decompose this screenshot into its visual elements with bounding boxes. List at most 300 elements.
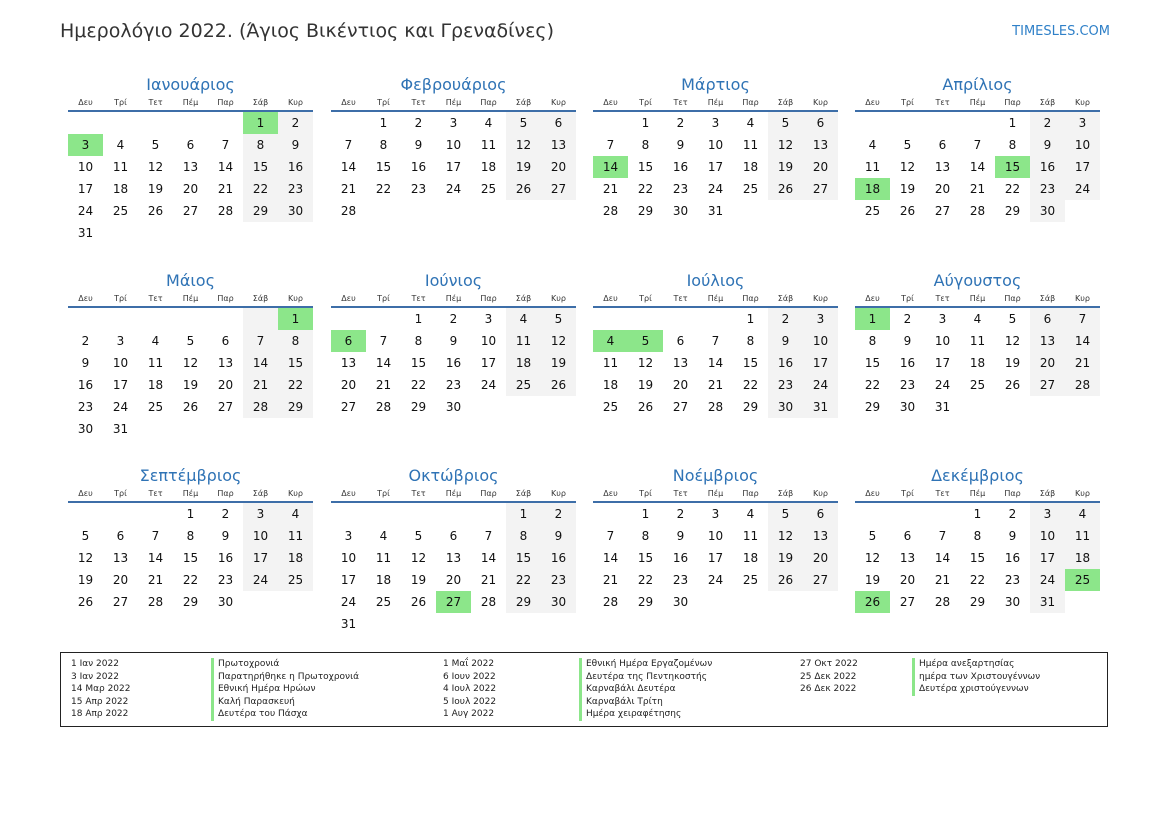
day-cell[interactable]: 16	[541, 547, 576, 569]
day-cell[interactable]: 11	[742, 138, 759, 152]
day-cell[interactable]: 28	[602, 204, 619, 218]
day-cell[interactable]: 2	[676, 507, 685, 521]
day-cell[interactable]: 15	[375, 160, 392, 174]
day-cell[interactable]: 24	[934, 378, 951, 392]
day-cell[interactable]: 9	[278, 134, 313, 156]
day-cell[interactable]: 7	[344, 138, 353, 152]
day-cell[interactable]: 27	[340, 400, 357, 414]
day-cell[interactable]: 27	[541, 178, 576, 200]
holiday-day-cell[interactable]: 14	[593, 156, 628, 178]
day-cell[interactable]: 29	[864, 400, 881, 414]
day-cell[interactable]: 19	[768, 156, 803, 178]
day-cell[interactable]: 28	[1065, 374, 1100, 396]
day-cell[interactable]: 27	[803, 569, 838, 591]
day-cell[interactable]: 25	[864, 204, 881, 218]
day-cell[interactable]: 2	[414, 116, 423, 130]
day-cell[interactable]: 30	[77, 422, 94, 436]
day-cell[interactable]: 2	[449, 312, 458, 326]
day-cell[interactable]: 31	[340, 617, 357, 631]
day-cell[interactable]: 13	[541, 134, 576, 156]
day-cell[interactable]: 16	[217, 551, 234, 565]
day-cell[interactable]: 13	[445, 551, 462, 565]
day-cell[interactable]: 12	[1004, 334, 1021, 348]
day-cell[interactable]: 20	[672, 378, 689, 392]
day-cell[interactable]: 10	[707, 529, 724, 543]
day-cell[interactable]: 10	[77, 160, 94, 174]
holiday-day-cell[interactable]: 26	[855, 591, 890, 613]
day-cell[interactable]: 30	[217, 595, 234, 609]
day-cell[interactable]: 20	[899, 573, 916, 587]
day-cell[interactable]: 3	[116, 334, 125, 348]
day-cell[interactable]: 4	[973, 312, 982, 326]
day-cell[interactable]: 26	[77, 595, 94, 609]
holiday-day-cell[interactable]: 25	[1065, 569, 1100, 591]
holiday-day-cell[interactable]: 15	[995, 156, 1030, 178]
day-cell[interactable]: 8	[973, 529, 982, 543]
day-cell[interactable]: 10	[1030, 525, 1065, 547]
day-cell[interactable]: 7	[938, 529, 947, 543]
day-cell[interactable]: 16	[410, 160, 427, 174]
day-cell[interactable]: 11	[375, 551, 392, 565]
day-cell[interactable]: 14	[707, 356, 724, 370]
day-cell[interactable]: 21	[243, 374, 278, 396]
day-cell[interactable]: 10	[803, 330, 838, 352]
day-cell[interactable]: 26	[410, 595, 427, 609]
day-cell[interactable]: 23	[410, 182, 427, 196]
day-cell[interactable]: 16	[1030, 156, 1065, 178]
day-cell[interactable]: 29	[506, 591, 541, 613]
day-cell[interactable]: 19	[637, 378, 654, 392]
day-cell[interactable]: 24	[445, 182, 462, 196]
day-cell[interactable]: 3	[484, 312, 493, 326]
day-cell[interactable]: 23	[217, 573, 234, 587]
day-cell[interactable]: 11	[742, 529, 759, 543]
day-cell[interactable]: 23	[77, 400, 94, 414]
day-cell[interactable]: 6	[116, 529, 125, 543]
day-cell[interactable]: 14	[217, 160, 234, 174]
day-cell[interactable]: 1	[186, 507, 195, 521]
day-cell[interactable]: 19	[77, 573, 94, 587]
day-cell[interactable]: 20	[803, 156, 838, 178]
day-cell[interactable]: 29	[243, 200, 278, 222]
day-cell[interactable]: 3	[711, 507, 720, 521]
day-cell[interactable]: 27	[217, 400, 234, 414]
day-cell[interactable]: 10	[112, 356, 129, 370]
day-cell[interactable]: 5	[903, 138, 912, 152]
day-cell[interactable]: 4	[868, 138, 877, 152]
day-cell[interactable]: 6	[221, 334, 230, 348]
day-cell[interactable]: 8	[641, 529, 650, 543]
day-cell[interactable]: 10	[243, 525, 278, 547]
day-cell[interactable]: 19	[410, 573, 427, 587]
day-cell[interactable]: 24	[707, 182, 724, 196]
day-cell[interactable]: 15	[637, 160, 654, 174]
day-cell[interactable]: 6	[1030, 308, 1065, 330]
day-cell[interactable]: 8	[1008, 138, 1017, 152]
day-cell[interactable]: 27	[182, 204, 199, 218]
day-cell[interactable]: 7	[484, 529, 493, 543]
day-cell[interactable]: 21	[217, 182, 234, 196]
day-cell[interactable]: 25	[742, 182, 759, 196]
day-cell[interactable]: 23	[1004, 573, 1021, 587]
day-cell[interactable]: 27	[1030, 374, 1065, 396]
day-cell[interactable]: 21	[480, 573, 497, 587]
day-cell[interactable]: 8	[379, 138, 388, 152]
day-cell[interactable]: 20	[445, 573, 462, 587]
day-cell[interactable]: 25	[278, 569, 313, 591]
day-cell[interactable]: 9	[414, 138, 423, 152]
day-cell[interactable]: 14	[602, 551, 619, 565]
holiday-day-cell[interactable]: 27	[436, 591, 471, 613]
day-cell[interactable]: 31	[1030, 591, 1065, 613]
day-cell[interactable]: 8	[746, 334, 755, 348]
day-cell[interactable]: 30	[899, 400, 916, 414]
day-cell[interactable]: 2	[768, 308, 803, 330]
day-cell[interactable]: 14	[147, 551, 164, 565]
day-cell[interactable]: 25	[480, 182, 497, 196]
day-cell[interactable]: 4	[116, 138, 125, 152]
day-cell[interactable]: 7	[1065, 308, 1100, 330]
holiday-day-cell[interactable]: 3	[68, 134, 103, 156]
day-cell[interactable]: 10	[707, 138, 724, 152]
day-cell[interactable]: 30	[278, 200, 313, 222]
day-cell[interactable]: 19	[541, 352, 576, 374]
day-cell[interactable]: 4	[151, 334, 160, 348]
day-cell[interactable]: 25	[969, 378, 986, 392]
day-cell[interactable]: 14	[934, 551, 951, 565]
day-cell[interactable]: 5	[868, 529, 877, 543]
day-cell[interactable]: 24	[1030, 569, 1065, 591]
day-cell[interactable]: 18	[147, 378, 164, 392]
day-cell[interactable]: 17	[445, 160, 462, 174]
day-cell[interactable]: 13	[672, 356, 689, 370]
day-cell[interactable]: 28	[934, 595, 951, 609]
day-cell[interactable]: 12	[506, 134, 541, 156]
day-cell[interactable]: 2	[278, 112, 313, 134]
day-cell[interactable]: 14	[243, 352, 278, 374]
day-cell[interactable]: 21	[147, 573, 164, 587]
day-cell[interactable]: 26	[182, 400, 199, 414]
day-cell[interactable]: 4	[746, 116, 755, 130]
day-cell[interactable]: 25	[375, 595, 392, 609]
day-cell[interactable]: 16	[672, 551, 689, 565]
day-cell[interactable]: 9	[1030, 134, 1065, 156]
holiday-day-cell[interactable]: 6	[331, 330, 366, 352]
day-cell[interactable]: 29	[637, 204, 654, 218]
day-cell[interactable]: 20	[217, 378, 234, 392]
day-cell[interactable]: 18	[742, 551, 759, 565]
day-cell[interactable]: 21	[602, 573, 619, 587]
day-cell[interactable]: 15	[182, 551, 199, 565]
day-cell[interactable]: 22	[182, 573, 199, 587]
day-cell[interactable]: 17	[480, 356, 497, 370]
day-cell[interactable]: 12	[899, 160, 916, 174]
day-cell[interactable]: 29	[278, 396, 313, 418]
day-cell[interactable]: 13	[899, 551, 916, 565]
day-cell[interactable]: 6	[186, 138, 195, 152]
day-cell[interactable]: 1	[973, 507, 982, 521]
day-cell[interactable]: 25	[742, 573, 759, 587]
day-cell[interactable]: 13	[112, 551, 129, 565]
day-cell[interactable]: 30	[445, 400, 462, 414]
day-cell[interactable]: 21	[969, 182, 986, 196]
day-cell[interactable]: 4	[1065, 503, 1100, 525]
day-cell[interactable]: 13	[217, 356, 234, 370]
day-cell[interactable]: 1	[746, 312, 755, 326]
day-cell[interactable]: 17	[77, 182, 94, 196]
day-cell[interactable]: 29	[410, 400, 427, 414]
day-cell[interactable]: 14	[375, 356, 392, 370]
day-cell[interactable]: 14	[480, 551, 497, 565]
day-cell[interactable]: 1	[379, 116, 388, 130]
day-cell[interactable]: 29	[637, 595, 654, 609]
day-cell[interactable]: 17	[112, 378, 129, 392]
day-cell[interactable]: 4	[506, 308, 541, 330]
day-cell[interactable]: 4	[484, 116, 493, 130]
day-cell[interactable]: 16	[768, 352, 803, 374]
day-cell[interactable]: 22	[969, 573, 986, 587]
day-cell[interactable]: 2	[903, 312, 912, 326]
day-cell[interactable]: 24	[480, 378, 497, 392]
day-cell[interactable]: 6	[803, 112, 838, 134]
day-cell[interactable]: 2	[1008, 507, 1017, 521]
day-cell[interactable]: 31	[803, 396, 838, 418]
day-cell[interactable]: 5	[506, 112, 541, 134]
day-cell[interactable]: 28	[602, 595, 619, 609]
day-cell[interactable]: 31	[112, 422, 129, 436]
day-cell[interactable]: 21	[375, 378, 392, 392]
day-cell[interactable]: 22	[637, 182, 654, 196]
day-cell[interactable]: 3	[243, 503, 278, 525]
day-cell[interactable]: 12	[637, 356, 654, 370]
day-cell[interactable]: 16	[899, 356, 916, 370]
day-cell[interactable]: 6	[903, 529, 912, 543]
day-cell[interactable]: 21	[1065, 352, 1100, 374]
day-cell[interactable]: 24	[77, 204, 94, 218]
day-cell[interactable]: 24	[803, 374, 838, 396]
day-cell[interactable]: 30	[672, 204, 689, 218]
day-cell[interactable]: 26	[768, 178, 803, 200]
day-cell[interactable]: 26	[1004, 378, 1021, 392]
day-cell[interactable]: 12	[541, 330, 576, 352]
day-cell[interactable]: 16	[672, 160, 689, 174]
day-cell[interactable]: 18	[278, 547, 313, 569]
day-cell[interactable]: 23	[445, 378, 462, 392]
holiday-day-cell[interactable]: 1	[243, 112, 278, 134]
day-cell[interactable]: 19	[768, 547, 803, 569]
day-cell[interactable]: 15	[410, 356, 427, 370]
day-cell[interactable]: 26	[506, 178, 541, 200]
day-cell[interactable]: 12	[182, 356, 199, 370]
day-cell[interactable]: 22	[637, 573, 654, 587]
day-cell[interactable]: 7	[606, 529, 615, 543]
day-cell[interactable]: 20	[934, 182, 951, 196]
day-cell[interactable]: 27	[899, 595, 916, 609]
day-cell[interactable]: 2	[1030, 112, 1065, 134]
day-cell[interactable]: 15	[969, 551, 986, 565]
day-cell[interactable]: 18	[969, 356, 986, 370]
day-cell[interactable]: 31	[934, 400, 951, 414]
day-cell[interactable]: 23	[278, 178, 313, 200]
day-cell[interactable]: 28	[340, 204, 357, 218]
day-cell[interactable]: 9	[1008, 529, 1017, 543]
day-cell[interactable]: 29	[182, 595, 199, 609]
day-cell[interactable]: 18	[1065, 547, 1100, 569]
day-cell[interactable]: 21	[707, 378, 724, 392]
day-cell[interactable]: 12	[864, 551, 881, 565]
day-cell[interactable]: 10	[1065, 134, 1100, 156]
day-cell[interactable]: 22	[742, 378, 759, 392]
day-cell[interactable]: 24	[340, 595, 357, 609]
day-cell[interactable]: 20	[803, 547, 838, 569]
day-cell[interactable]: 13	[934, 160, 951, 174]
day-cell[interactable]: 23	[672, 573, 689, 587]
day-cell[interactable]: 18	[480, 160, 497, 174]
day-cell[interactable]: 15	[637, 551, 654, 565]
day-cell[interactable]: 31	[707, 204, 724, 218]
day-cell[interactable]: 3	[803, 308, 838, 330]
day-cell[interactable]: 15	[278, 352, 313, 374]
day-cell[interactable]: 7	[379, 334, 388, 348]
day-cell[interactable]: 30	[541, 591, 576, 613]
day-cell[interactable]: 3	[449, 116, 458, 130]
day-cell[interactable]: 23	[672, 182, 689, 196]
day-cell[interactable]: 23	[899, 378, 916, 392]
day-cell[interactable]: 5	[541, 308, 576, 330]
day-cell[interactable]: 26	[541, 374, 576, 396]
day-cell[interactable]: 18	[506, 352, 541, 374]
day-cell[interactable]: 19	[899, 182, 916, 196]
day-cell[interactable]: 4	[746, 507, 755, 521]
day-cell[interactable]: 20	[182, 182, 199, 196]
day-cell[interactable]: 27	[112, 595, 129, 609]
day-cell[interactable]: 26	[637, 400, 654, 414]
day-cell[interactable]: 17	[1065, 156, 1100, 178]
day-cell[interactable]: 28	[480, 595, 497, 609]
day-cell[interactable]: 11	[278, 525, 313, 547]
day-cell[interactable]: 9	[541, 525, 576, 547]
day-cell[interactable]: 20	[112, 573, 129, 587]
day-cell[interactable]: 19	[182, 378, 199, 392]
day-cell[interactable]: 8	[186, 529, 195, 543]
day-cell[interactable]: 6	[449, 529, 458, 543]
day-cell[interactable]: 1	[414, 312, 423, 326]
day-cell[interactable]: 10	[934, 334, 951, 348]
day-cell[interactable]: 22	[410, 378, 427, 392]
day-cell[interactable]: 2	[541, 503, 576, 525]
day-cell[interactable]: 28	[147, 595, 164, 609]
holiday-day-cell[interactable]: 4	[593, 330, 628, 352]
day-cell[interactable]: 21	[340, 182, 357, 196]
day-cell[interactable]: 1	[506, 503, 541, 525]
day-cell[interactable]: 10	[340, 551, 357, 565]
day-cell[interactable]: 5	[81, 529, 90, 543]
day-cell[interactable]: 15	[243, 156, 278, 178]
day-cell[interactable]: 12	[410, 551, 427, 565]
day-cell[interactable]: 13	[803, 525, 838, 547]
day-cell[interactable]: 8	[641, 138, 650, 152]
day-cell[interactable]: 22	[506, 569, 541, 591]
day-cell[interactable]: 11	[147, 356, 164, 370]
day-cell[interactable]: 6	[676, 334, 685, 348]
day-cell[interactable]: 17	[707, 551, 724, 565]
day-cell[interactable]: 6	[541, 112, 576, 134]
day-cell[interactable]: 3	[711, 116, 720, 130]
day-cell[interactable]: 17	[340, 573, 357, 587]
day-cell[interactable]: 13	[340, 356, 357, 370]
day-cell[interactable]: 4	[379, 529, 388, 543]
day-cell[interactable]: 7	[243, 330, 278, 352]
holiday-day-cell[interactable]: 1	[278, 308, 313, 330]
day-cell[interactable]: 25	[602, 400, 619, 414]
day-cell[interactable]: 25	[112, 204, 129, 218]
day-cell[interactable]: 28	[375, 400, 392, 414]
day-cell[interactable]: 30	[1004, 595, 1021, 609]
day-cell[interactable]: 29	[742, 400, 759, 414]
day-cell[interactable]: 25	[506, 374, 541, 396]
day-cell[interactable]: 29	[969, 595, 986, 609]
day-cell[interactable]: 22	[864, 378, 881, 392]
day-cell[interactable]: 2	[221, 507, 230, 521]
day-cell[interactable]: 14	[340, 160, 357, 174]
day-cell[interactable]: 7	[221, 138, 230, 152]
day-cell[interactable]: 15	[742, 356, 759, 370]
day-cell[interactable]: 7	[151, 529, 160, 543]
day-cell[interactable]: 1	[1008, 116, 1017, 130]
day-cell[interactable]: 9	[768, 330, 803, 352]
day-cell[interactable]: 5	[186, 334, 195, 348]
day-cell[interactable]: 27	[672, 400, 689, 414]
day-cell[interactable]: 15	[864, 356, 881, 370]
day-cell[interactable]: 11	[969, 334, 986, 348]
day-cell[interactable]: 12	[768, 525, 803, 547]
day-cell[interactable]: 9	[676, 138, 685, 152]
day-cell[interactable]: 31	[77, 226, 94, 240]
day-cell[interactable]: 7	[711, 334, 720, 348]
day-cell[interactable]: 5	[1008, 312, 1017, 326]
day-cell[interactable]: 5	[151, 138, 160, 152]
day-cell[interactable]: 30	[672, 595, 689, 609]
day-cell[interactable]: 12	[77, 551, 94, 565]
day-cell[interactable]: 7	[606, 138, 615, 152]
day-cell[interactable]: 26	[147, 204, 164, 218]
day-cell[interactable]: 3	[1065, 112, 1100, 134]
day-cell[interactable]: 18	[375, 573, 392, 587]
day-cell[interactable]: 11	[480, 138, 497, 152]
day-cell[interactable]: 16	[278, 156, 313, 178]
day-cell[interactable]: 1	[641, 507, 650, 521]
day-cell[interactable]: 4	[278, 503, 313, 525]
day-cell[interactable]: 2	[676, 116, 685, 130]
day-cell[interactable]: 2	[81, 334, 90, 348]
day-cell[interactable]: 24	[1065, 178, 1100, 200]
day-cell[interactable]: 23	[768, 374, 803, 396]
day-cell[interactable]: 19	[147, 182, 164, 196]
day-cell[interactable]: 7	[973, 138, 982, 152]
day-cell[interactable]: 11	[112, 160, 129, 174]
day-cell[interactable]: 26	[768, 569, 803, 591]
day-cell[interactable]: 24	[243, 569, 278, 591]
day-cell[interactable]: 22	[278, 374, 313, 396]
day-cell[interactable]: 19	[1004, 356, 1021, 370]
day-cell[interactable]: 28	[707, 400, 724, 414]
brand-link[interactable]: TIMESLES.COM	[1012, 24, 1110, 39]
day-cell[interactable]: 16	[445, 356, 462, 370]
day-cell[interactable]: 19	[864, 573, 881, 587]
day-cell[interactable]: 8	[243, 134, 278, 156]
day-cell[interactable]: 5	[768, 112, 803, 134]
day-cell[interactable]: 9	[221, 529, 230, 543]
